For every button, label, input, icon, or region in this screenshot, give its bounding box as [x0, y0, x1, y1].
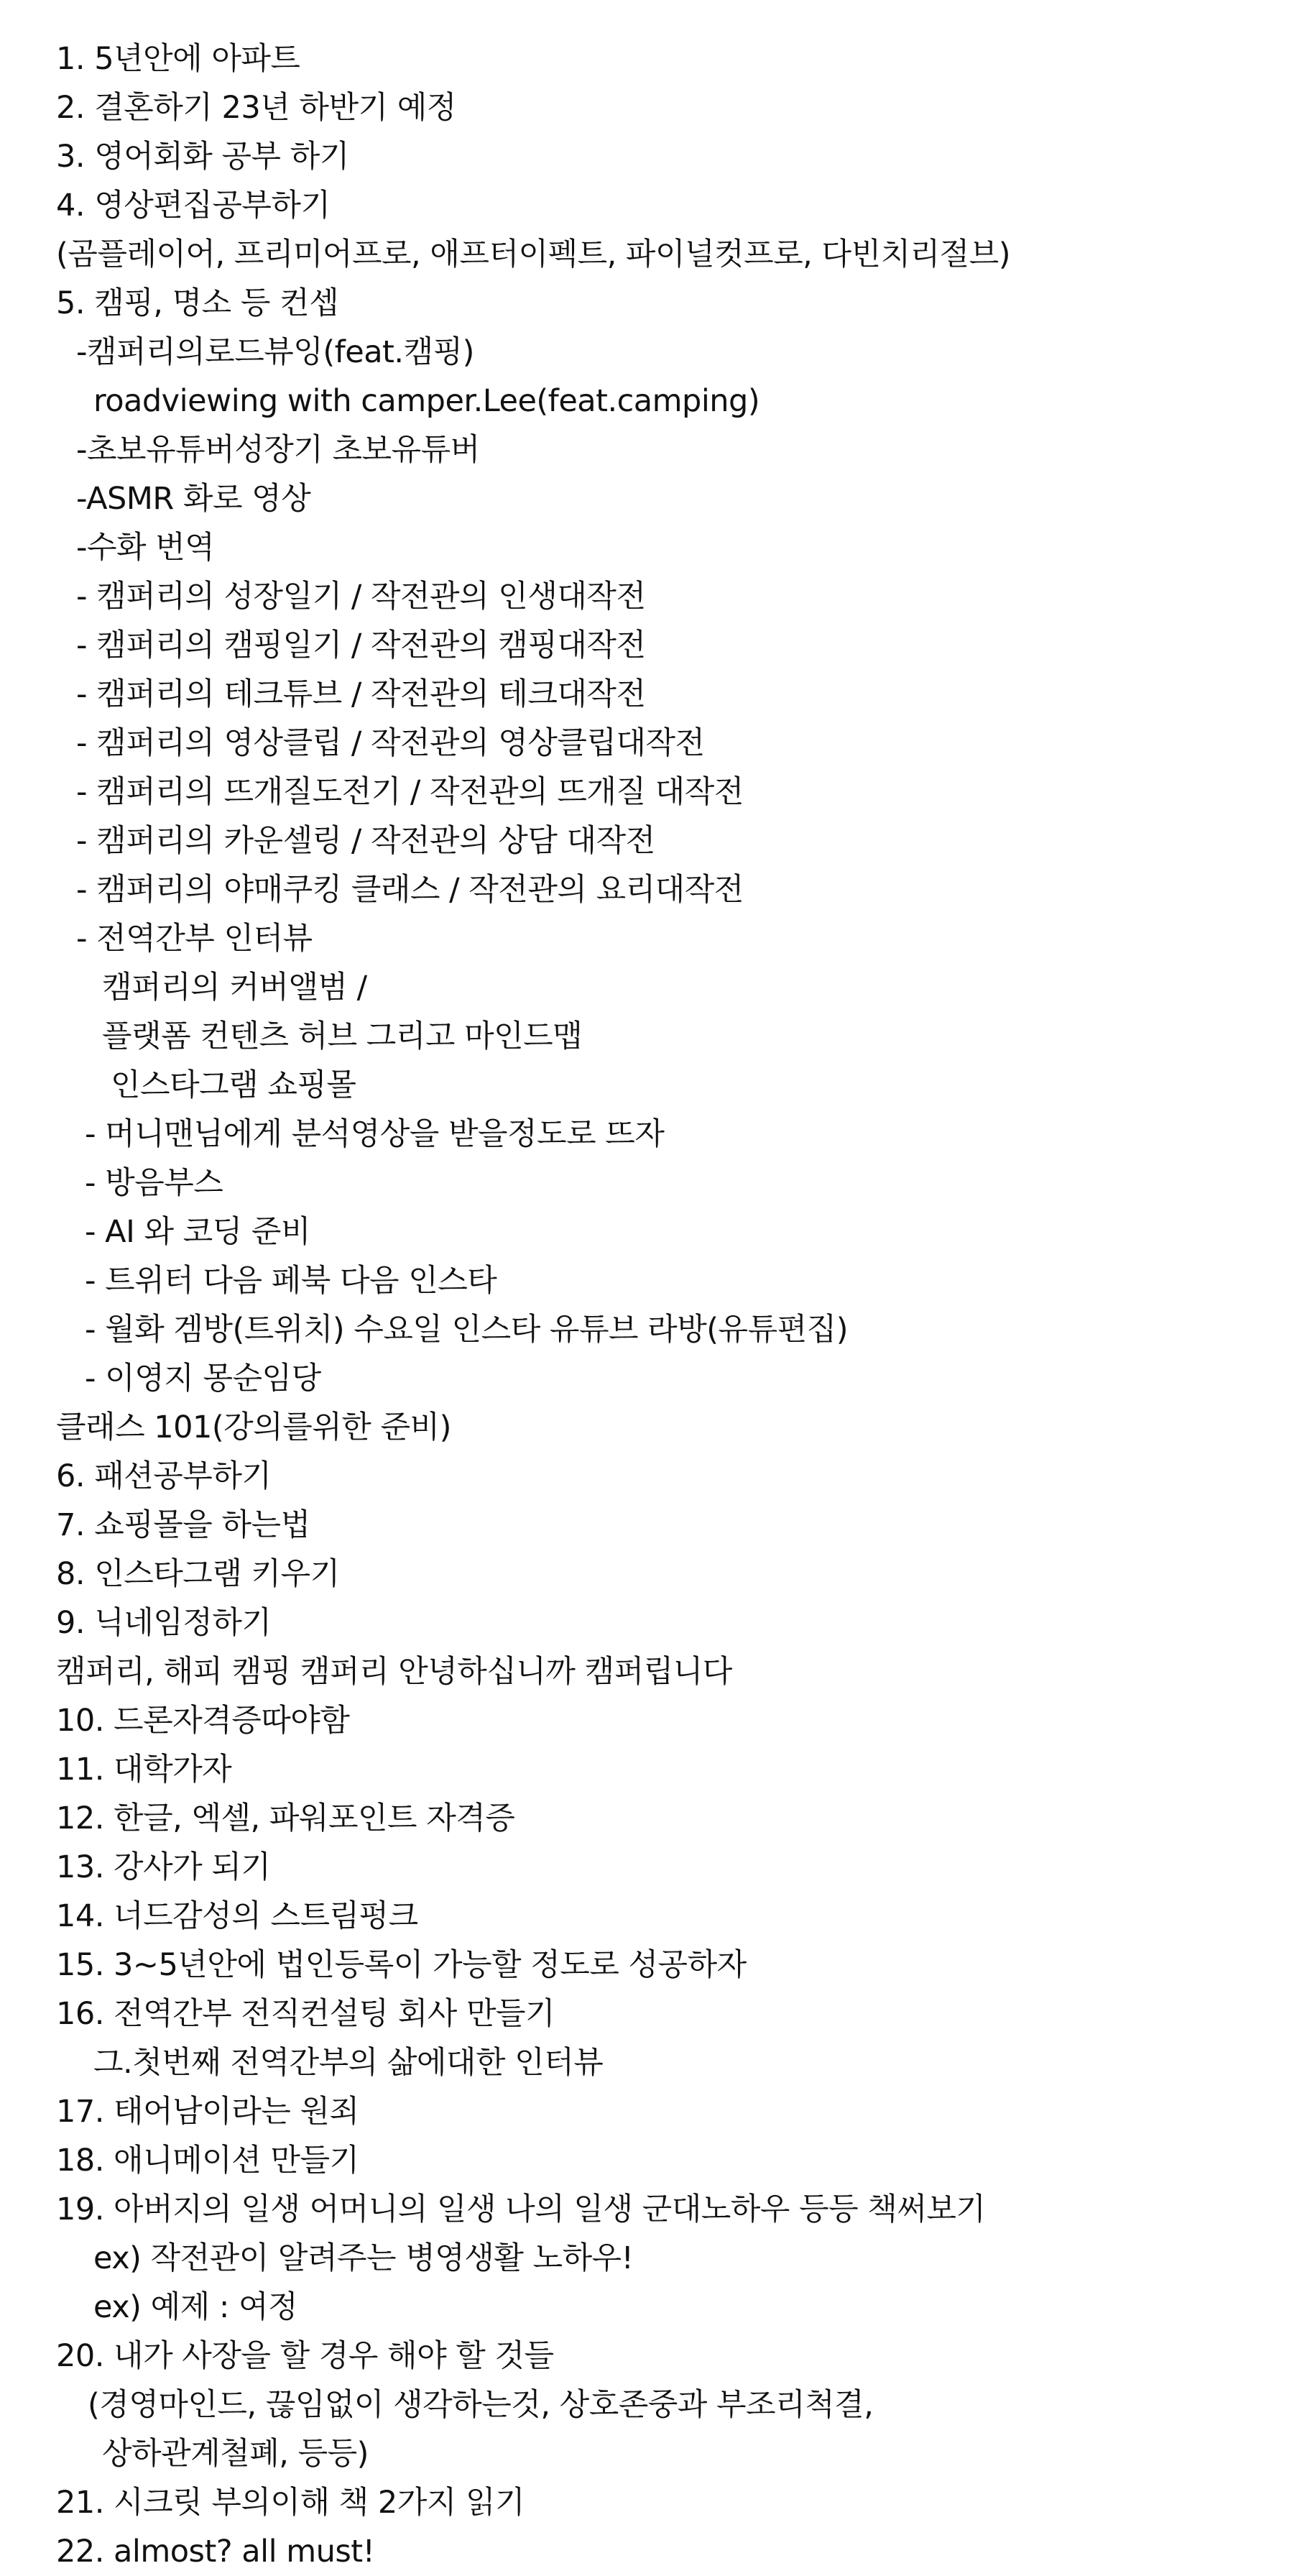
- note-line: - 캠퍼리의 뜨개질도전기 / 작전관의 뜨개질 대작전: [76, 774, 744, 810]
- note-line: 7. 쇼핑몰을 하는법: [56, 1507, 310, 1543]
- note-line: - 캠퍼리의 캠핑일기 / 작전관의 캠핑대작전: [76, 627, 646, 663]
- note-line: - 머니맨님에게 분석영상을 받을정도로 뜨자: [85, 1116, 665, 1152]
- note-line: - 트위터 다음 페북 다음 인스타: [85, 1263, 497, 1299]
- note-line: -수화 번역: [76, 530, 215, 566]
- note-line: - 전역간부 인터뷰: [76, 921, 313, 957]
- note-line: 11. 대학가자: [56, 1752, 232, 1788]
- note-line: - 이영지 몽순임당: [85, 1361, 321, 1397]
- note-line: 1. 5년안에 아파트: [56, 41, 300, 77]
- note-line: - 월화 겜방(트위치) 수요일 인스타 유튜브 라방(유튜편집): [85, 1312, 848, 1348]
- note-line: 6. 패션공부하기: [56, 1458, 272, 1494]
- note-line: roadviewing with camper.Lee(feat.camping): [93, 383, 760, 419]
- note-line: 그.첫번째 전역간부의 삶에대한 인터뷰: [93, 2045, 604, 2081]
- note-line: 플랫폼 컨텐츠 허브 그리고 마인드맵: [102, 1018, 583, 1054]
- note-line: 12. 한글, 엑셀, 파워포인트 자격증: [56, 1800, 515, 1836]
- note-line: (곰플레이어, 프리미어프로, 애프터이펙트, 파이널컷프로, 다빈치리절브): [56, 236, 1011, 272]
- note-line: 3. 영어회화 공부 하기: [56, 139, 349, 175]
- note-line: -캠퍼리의로드뷰잉(feat.캠핑): [76, 334, 474, 370]
- note-line: (경영마인드, 끊임없이 생각하는것, 상호존중과 부조리척결,: [88, 2387, 874, 2423]
- note-line: 캠퍼리, 해피 캠핑 캠퍼리 안녕하십니까 캠퍼립니다: [56, 1654, 732, 1690]
- note-line: - 캠퍼리의 테크튜브 / 작전관의 테크대작전: [76, 676, 646, 712]
- note-line: - AI 와 코딩 준비: [85, 1214, 310, 1250]
- note-line: - 캠퍼리의 영상클립 / 작전관의 영상클립대작전: [76, 725, 705, 761]
- note-line: -초보유튜버성장기 초보유튜버: [76, 432, 480, 468]
- note-line: 20. 내가 사장을 할 경우 해야 할 것들: [56, 2338, 554, 2374]
- note-line: 5. 캠핑, 명소 등 컨셉: [56, 285, 339, 321]
- note-line: 13. 강사가 되기: [56, 1849, 271, 1885]
- note-line: 14. 너드감성의 스트림펑크: [56, 1898, 418, 1934]
- note-line: 2. 결혼하기 23년 하반기 예정: [56, 90, 456, 126]
- note-line: ex) 예제 : 여정: [93, 2289, 298, 2325]
- note-line: 10. 드론자격증따야함: [56, 1703, 350, 1739]
- note-line: 19. 아버지의 일생 어머니의 일생 나의 일생 군대노하우 등등 책써보기: [56, 2191, 986, 2227]
- note-line: - 캠퍼리의 성장일기 / 작전관의 인생대작전: [76, 579, 646, 615]
- note-line: 22. almost? all must!: [56, 2534, 375, 2570]
- note-line: 16. 전역간부 전직컨설팅 회사 만들기: [56, 1996, 555, 2032]
- note-line: - 캠퍼리의 야매쿠킹 클래스 / 작전관의 요리대작전: [76, 872, 744, 908]
- note-line: - 방음부스: [85, 1165, 223, 1201]
- note-line: 8. 인스타그램 키우기: [56, 1556, 340, 1592]
- note-line: 클래스 101(강의를위한 준비): [56, 1409, 451, 1445]
- note-line: 인스타그램 쇼핑몰: [111, 1067, 356, 1103]
- note-body: [56, 34, 1278, 2576]
- note-line: 캠퍼리의 커버앨범 /: [102, 970, 367, 1006]
- note-line: 15. 3~5년안에 법인등록이 가능할 정도로 성공하자: [56, 1947, 747, 1983]
- note-line: 17. 태어남이라는 원죄: [56, 2094, 359, 2130]
- note-line: 4. 영상편집공부하기: [56, 188, 331, 224]
- note-line: 상하관계철폐, 등등): [102, 2436, 369, 2472]
- note-line: 9. 닉네임정하기: [56, 1605, 272, 1641]
- note-line: 18. 애니메이션 만들기: [56, 2143, 359, 2179]
- note-line: ex) 작전관이 알려주는 병영생활 노하우!: [93, 2240, 634, 2276]
- note-line: -ASMR 화로 영상: [76, 481, 311, 517]
- note-line: - 캠퍼리의 카운셀링 / 작전관의 상담 대작전: [76, 823, 655, 859]
- note-line: 21. 시크릿 부의이해 책 2가지 읽기: [56, 2485, 525, 2521]
